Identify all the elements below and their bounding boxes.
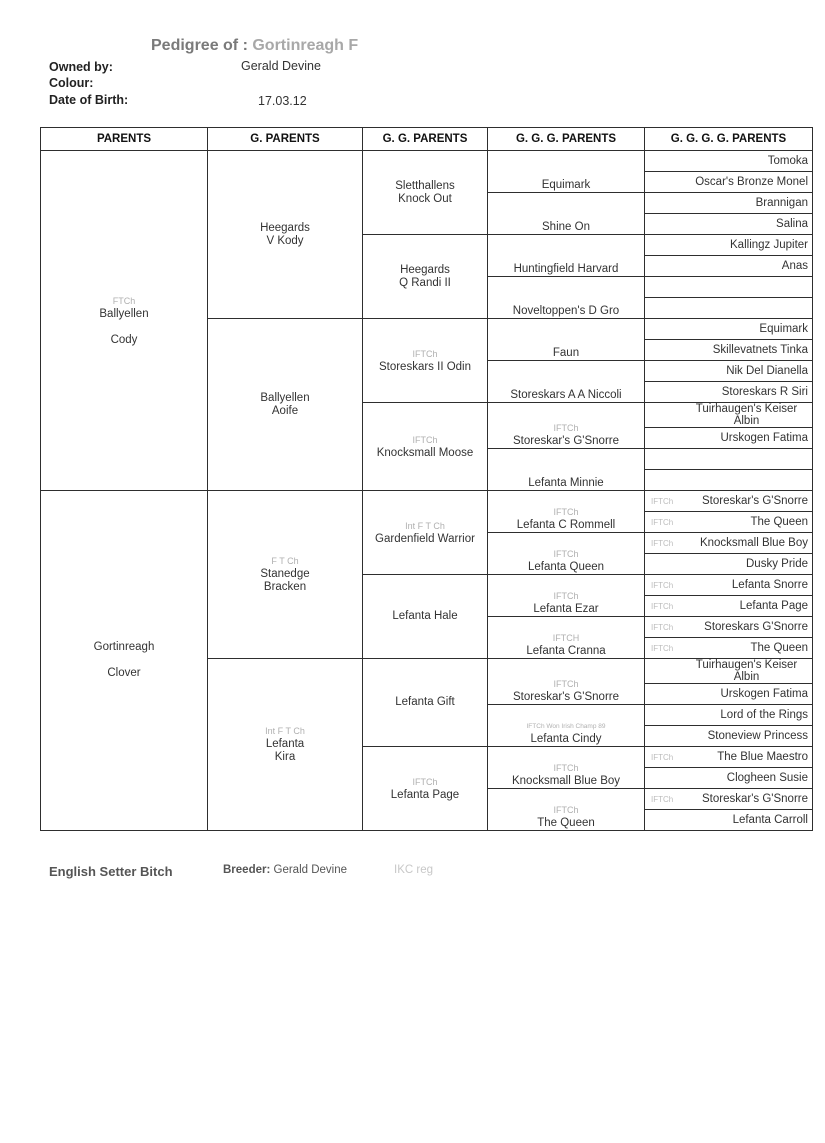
gggg-parent-cell [645,428,813,449]
ggg-parent-name: Storeskars A A Niccoli [510,389,622,401]
gggg-parent-name: Storeskar's G'Snorre [701,792,808,805]
ggg-parent-cell [488,193,645,235]
parent-title: FTCh [112,295,136,306]
grandparent-name-line2: V Kody [266,234,304,247]
ggg-parent-cell [488,319,645,361]
great-grandparent-cell [363,319,488,403]
ggg-parent-cell [488,659,645,705]
ggg-parent-cell [488,403,645,449]
gggg-parent-name: Skillevatnets Tinka [712,343,808,356]
gggg-parent-name: The Blue Maestro [717,750,808,763]
gggg-parent-cell [645,533,813,554]
grandparent-cell [208,659,363,831]
breeder-label: Breeder: [223,864,271,876]
dog-name: Gortinreagh F [252,37,359,54]
grandparent-cell [208,319,363,491]
pedigree-row [41,491,813,512]
gggg-parent-cell [645,235,813,256]
ggg-parent-name: Lefanta C Rommell [516,519,616,531]
grandparent-name-line1: Heegards [260,221,310,234]
ggg-parent-name: Storeskar's G'Snorre [512,691,619,703]
great-grandparent-cell [363,659,488,747]
great-grandparent-name-line1: Gardenfield Warrior [375,532,475,545]
gggg-parent-name: Oscar's Bronze Monel [695,175,808,188]
ggg-parent-title: IFTCh [553,549,579,559]
gggg-parent-title: IFTCh [651,622,674,632]
great-grandparent-name-line2: Knock Out [398,192,452,205]
ggg-parent-cell [488,789,645,831]
ggg-parent-cell [488,361,645,403]
grandparent-name-line1: Lefanta [265,738,305,750]
gggg-parent-cell [645,256,813,277]
grandparent-name-line1: Ballyellen [260,391,310,404]
gggg-parent-name: Anas [781,259,808,272]
ggg-parent-name: Lefanta Cranna [526,645,606,657]
ggg-parent-name: Lefanta Minnie [528,477,604,489]
gggg-parent-title: IFTCh [651,580,674,590]
great-grandparent-name-line2: Q Randi II [399,276,451,289]
ggg-parent-title: IFTCh [553,423,579,433]
gggg-parent-cell [645,214,813,235]
gggg-parent-cell [645,512,813,533]
col-header-ggggparents: G. G. G. G. PARENTS [645,128,813,151]
great-grandparent-name-line1: Lefanta Page [390,788,460,801]
ggg-parent-name: Storeskar's G'Snorre [512,435,619,447]
owned-by-value: Gerald Devine [241,59,321,73]
breeder-line [223,864,347,876]
great-grandparent-cell [363,747,488,831]
great-grandparent-cell [363,151,488,235]
gggg-parent-cell [645,810,813,831]
gggg-parent-name: Lefanta Carroll [732,813,808,826]
ggg-parent-cell [488,151,645,193]
great-grandparent-name-line1: Storeskars II Odin [378,360,472,373]
dob-value: 17.03.12 [258,94,307,108]
great-grandparent-cell [363,575,488,659]
gggg-parent-name: Storeskars G'Snorre [704,620,808,633]
parent-name-line2: Clover [107,667,141,679]
ggg-parent-title: IFTCh [553,507,579,517]
gggg-parent-name: Lefanta Snorre [731,578,808,591]
gggg-parent-name: Urskogen Fatima [720,431,808,444]
gggg-parent-cell [645,575,813,596]
gggg-parent-name: Nik Del Dianella [726,364,808,377]
great-grandparent-cell [363,235,488,319]
col-header-parents: PARENTS [41,128,208,151]
gggg-parent-name: Brannigan [755,196,808,209]
gggg-parent-cell [645,617,813,638]
great-grandparent-cell [363,491,488,575]
great-grandparent-title: IFTCh [412,776,438,787]
ggg-parent-title: IFTCh Won Irish Champ 89 [526,723,606,730]
ggg-parent-name: The Queen [537,817,595,829]
footer [49,863,433,881]
gggg-parent-title: IFTCh [651,643,674,653]
gggg-parent-cell [645,298,813,319]
gggg-parent-title: IFTCh [651,538,674,548]
great-grandparent-title: IFTCh [412,434,438,445]
great-grandparent-name-line1: Heegards [400,263,450,276]
ggg-parent-cell [488,617,645,659]
grandparent-title: Int F T Ch [265,726,305,736]
breed-sex: English Setter Bitch [49,864,173,879]
great-grandparent-name-line1: Knocksmall Moose [376,446,474,459]
page-title [151,37,358,55]
ggg-parent-cell [488,277,645,319]
gggg-parent-cell [645,151,813,172]
gggg-parent-cell [645,340,813,361]
ggg-parent-name: Faun [552,347,580,359]
grandparent-name-line1: Stanedge [260,568,310,580]
col-header-gparents: G. PARENTS [208,128,363,151]
gggg-parent-title: IFTCh [651,794,674,804]
ggg-parent-name: Shine On [542,221,590,233]
gggg-parent-cell [645,319,813,340]
dob-label: Date of Birth: [49,93,129,107]
grandparent-name-line2: Bracken [263,581,307,593]
ggg-parent-cell [488,449,645,491]
gggg-parent-cell [645,470,813,491]
gggg-parent-cell [645,659,813,684]
ggg-parent-name: Lefanta Cindy [530,733,602,745]
gggg-parent-cell [645,596,813,617]
great-grandparent-name-line1: Lefanta Hale [392,610,458,622]
gggg-parent-name: Clogheen Susie [726,771,808,784]
gggg-parent-title: IFTCh [651,752,674,762]
ggg-parent-title: IFTCh [553,805,579,815]
gggg-parent-name: Kallingz Jupiter [730,238,808,251]
gggg-parent-cell [645,726,813,747]
colour-label: Colour: [49,76,94,90]
gggg-parent-cell [645,193,813,214]
gggg-parent-cell [645,747,813,768]
parent-cell [41,491,208,831]
gggg-parent-name: Salina [776,217,808,230]
registry-label: IKC reg [394,864,433,876]
ggg-parent-title: IFTCh [553,763,579,773]
gggg-parent-title: IFTCh [651,601,674,611]
gggg-parent-cell [645,638,813,659]
pedigree-header-row [41,128,813,151]
gggg-parent-cell [645,789,813,810]
ggg-parent-title: IFTCH [552,633,580,643]
gggg-parent-cell [645,684,813,705]
gggg-parent-name: Stoneview Princess [707,729,808,742]
title-label: Pedigree of : [151,37,248,54]
ggg-parent-name: Lefanta Queen [527,561,605,573]
great-grandparent-cell [363,403,488,491]
grandparent-name-line2: Kira [274,751,296,763]
grandparent-name-line2: Aoife [271,404,299,417]
grandparent-cell [208,491,363,659]
parent-name-line1: Ballyellen [99,307,149,320]
gggg-parent-title: IFTCh [651,496,674,506]
parent-name-line1: Gortinreagh [93,641,155,653]
ggg-parent-title: IFTCh [553,679,579,689]
gggg-parent-name: Tuirhaugen's Keiser Albin [695,403,798,427]
owned-by-label: Owned by: [49,60,113,74]
parent-name-line2: Cody [110,333,138,346]
ggg-parent-cell [488,491,645,533]
gggg-parent-cell [645,768,813,789]
gggg-parent-name: Dusky Pride [746,557,808,570]
gggg-parent-cell [645,382,813,403]
gggg-parent-title: IFTCh [651,517,674,527]
ggg-parent-name: Noveltoppen's D Gro [512,305,620,317]
pedigree-row [41,151,813,172]
gggg-parent-cell [645,172,813,193]
gggg-parent-cell [645,403,813,428]
great-grandparent-title: IFTCh [412,348,438,359]
gggg-parent-name: Lefanta Page [739,599,808,612]
col-header-gggparents: G. G. G. PARENTS [488,128,645,151]
ggg-parent-name: Equimark [541,179,591,191]
ggg-parent-cell [488,235,645,277]
ggg-parent-cell [488,705,645,747]
great-grandparent-name-line1: Lefanta Gift [395,696,455,708]
gggg-parent-cell [645,491,813,512]
gggg-parent-name: Storeskar's G'Snorre [701,494,808,507]
ggg-parent-cell [488,575,645,617]
gggg-parent-name: Storeskars R Siri [721,385,808,398]
gggg-parent-cell [645,449,813,470]
great-grandparent-title: Int F T Ch [405,520,445,531]
ggg-parent-name: Lefanta Ezar [533,603,599,615]
gggg-parent-cell [645,705,813,726]
gggg-parent-name: Equimark [759,322,808,335]
gggg-parent-name: The Queen [750,515,808,528]
col-header-ggparents: G. G. PARENTS [363,128,488,151]
great-grandparent-name-line1: Sletthallens [395,179,455,192]
grandparent-cell [208,151,363,319]
gggg-parent-name: Urskogen Fatima [720,687,808,700]
gggg-parent-name: Knocksmall Blue Boy [699,536,808,549]
parent-cell [41,151,208,491]
ggg-parent-cell [488,747,645,789]
gggg-parent-cell [645,361,813,382]
grandparent-title: F T Ch [271,556,299,566]
gggg-parent-name: Lord of the Rings [720,708,808,721]
gggg-parent-cell [645,554,813,575]
gggg-parent-name: The Queen [750,641,808,654]
pedigree-table [40,127,813,831]
ggg-parent-cell [488,533,645,575]
breeder-name: Gerald Devine [273,864,348,876]
gggg-parent-name: Tomoka [767,154,808,167]
gggg-parent-cell [645,277,813,298]
gggg-parent-name: Tuirhaugen's Keiser Albin [695,659,798,683]
ggg-parent-name: Huntingfield Harvard [513,263,619,275]
ggg-parent-title: IFTCh [553,591,579,601]
ggg-parent-name: Knocksmall Blue Boy [511,775,621,787]
